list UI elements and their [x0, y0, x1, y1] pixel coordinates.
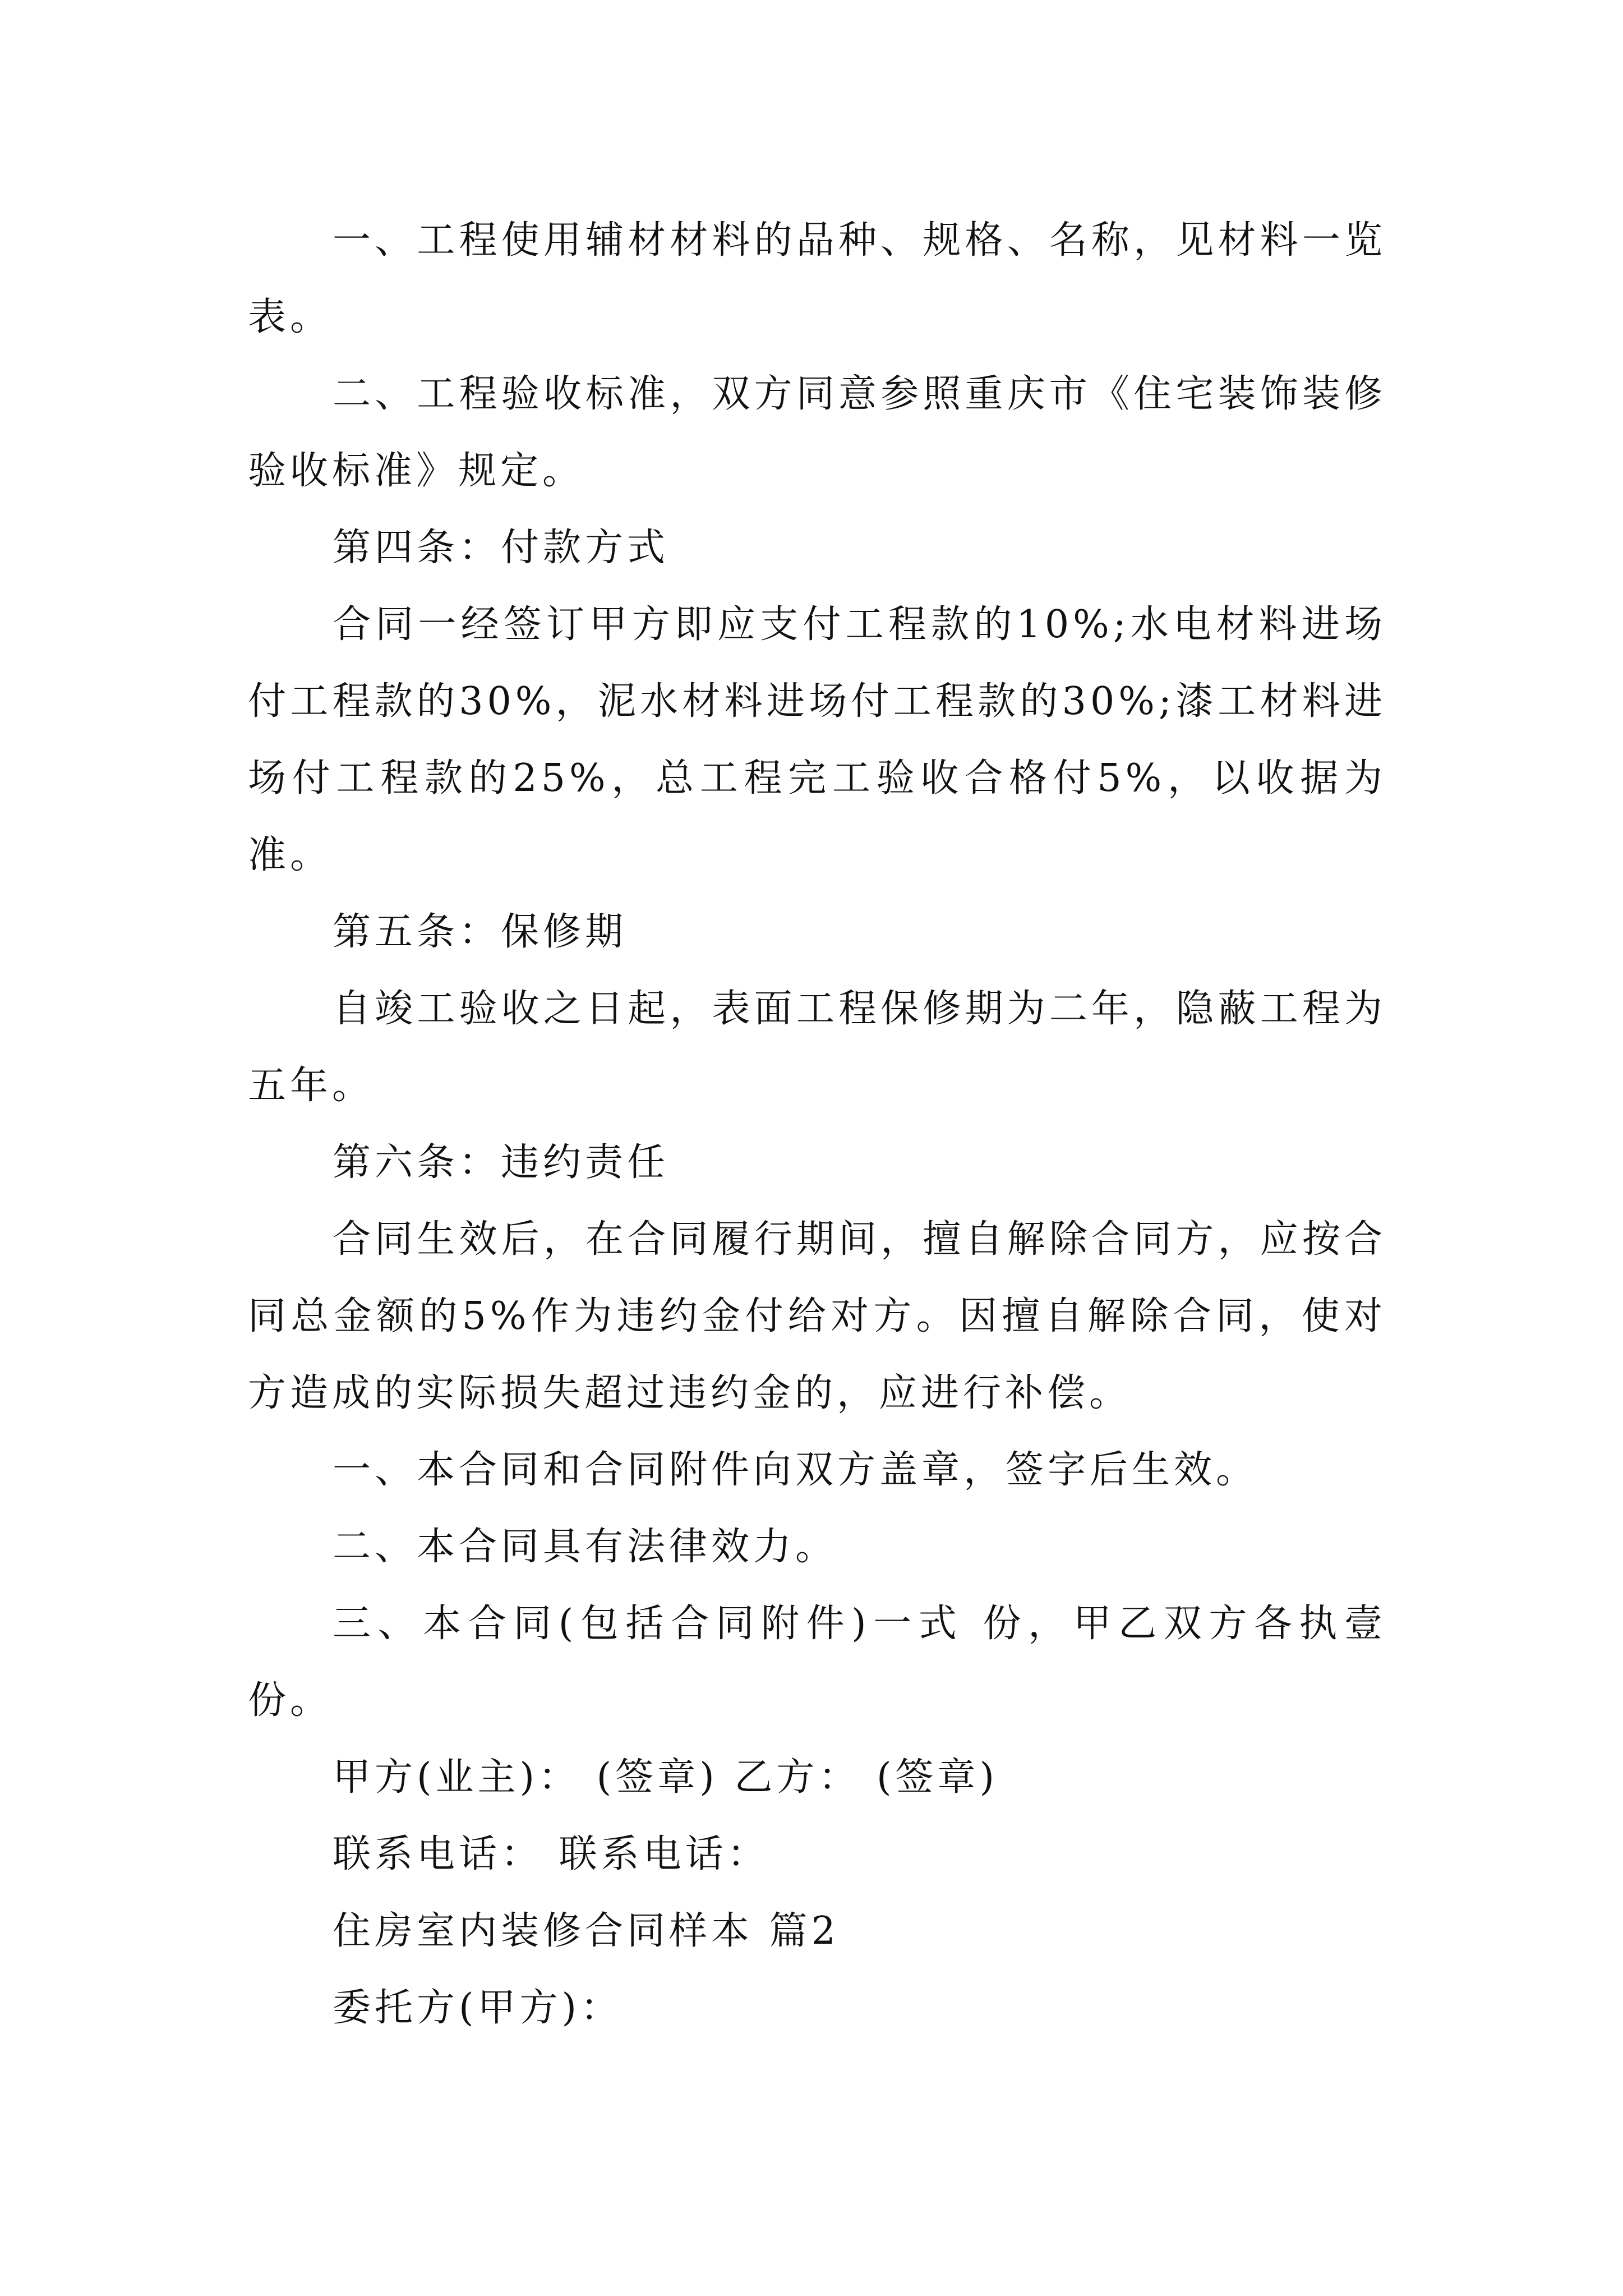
document-body [248, 202, 1386, 2046]
paragraph-effective: 一、本合同和合同附件向双方盖章，签字后生效。 [333, 1448, 1258, 1492]
contact-phone-line: 联系电话： 联系电话： [333, 1832, 769, 1876]
paragraph-materials: 一、工程使用辅材材料的品种、规格、名称，见材料一览表。 [248, 218, 1386, 339]
contract-title-part-2: 住房室内装修合同样本 篇2 [333, 1909, 840, 1953]
section-heading-payment: 第四条：付款方式 [333, 526, 670, 570]
paragraph-breach-terms: 合同生效后，在合同履行期间，擅自解除合同方，应按合同总金额的5%作为违约金付给对方。因擅自解除合同，使对方造成的实际损失超过违约金的，应进行补偿。 [248, 1217, 1386, 1415]
paragraph-legal-effect: 二、本合同具有法律效力。 [333, 1525, 838, 1569]
client-party-line: 委托方(甲方)： [333, 1986, 623, 2030]
paragraph-warranty-terms: 自竣工验收之日起，表面工程保修期为二年，隐蔽工程为五年。 [248, 987, 1386, 1108]
section-heading-warranty: 第五条：保修期 [333, 910, 628, 954]
paragraph-copies: 三、本合同(包括合同附件)一式 份，甲乙双方各执壹份。 [248, 1602, 1386, 1723]
section-heading-breach: 第六条：违约责任 [333, 1140, 670, 1185]
paragraph-acceptance-standard: 二、工程验收标准，双方同意参照重庆市《住宅装饰装修验收标准》规定。 [248, 372, 1386, 493]
signature-line: 甲方(业主)： (签章) 乙方： (签章) [333, 1755, 999, 1800]
paragraph-payment-terms: 合同一经签订甲方即应支付工程款的10%;水电材料进场付工程款的30%，泥水材料进场付工程款的30%;漆工材料进场付工程款的25%，总工程完工验收合格付5%，以收据为准。 [248, 602, 1386, 877]
